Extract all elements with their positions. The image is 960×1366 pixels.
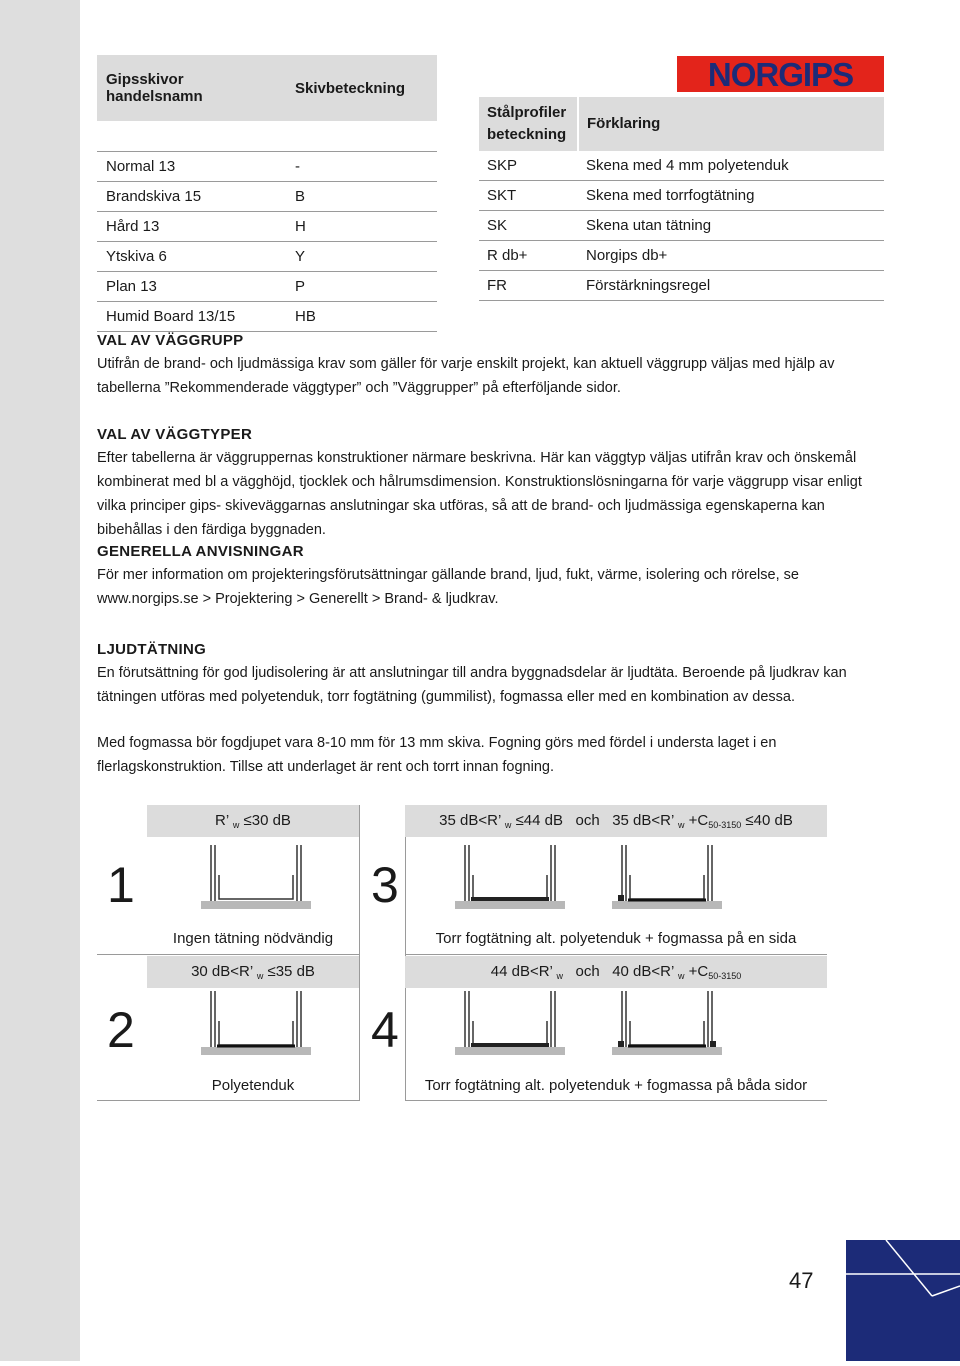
- section-body: För mer information om projekteringsförutsättningar gällande brand, ljud, fukt, värme, isolering och rörelse, se www.norgips.se > Projektering > Generellt > Brand- & ljudkrav.: [97, 567, 799, 607]
- profile-code: SKP: [479, 151, 578, 181]
- wall-section-icon: [612, 845, 722, 915]
- sealing-diagram: [97, 805, 827, 1101]
- profile-header-explanation: Förklaring: [578, 97, 884, 151]
- board-name: Brandskiva 15: [97, 182, 286, 212]
- divider: [405, 805, 406, 1101]
- board-name: Humid Board 13/15: [97, 302, 286, 332]
- board-header-code: Skivbeteckning: [286, 55, 437, 121]
- board-name: Normal 13: [97, 152, 286, 182]
- corner-lines-icon: [846, 1240, 960, 1361]
- requirement-3: 35 dB<R’ $_w$ ≤44 dB och 35 dB<R’ $_w +C_{50-3150} \le 40$ dB: [405, 805, 827, 837]
- table-row: [97, 302, 437, 332]
- section-val-av-vaggrupp: [97, 330, 887, 400]
- caption-2: Polyetenduk: [211, 1077, 295, 1094]
- board-name: Ytskiva 6: [97, 242, 286, 272]
- table-row: [479, 271, 884, 301]
- divider: [97, 954, 359, 955]
- group-number-3: 3: [371, 857, 399, 913]
- page-number: 47: [789, 1268, 814, 1293]
- table-row: [97, 121, 437, 152]
- profile-code: R db+: [479, 241, 578, 271]
- profile-explanation: Förstärkningsregel: [578, 271, 884, 301]
- board-code: H: [286, 212, 437, 242]
- requirement-2: 30 dB<R’ $_w$ ≤35 dB: [147, 956, 359, 988]
- group-number-2: 2: [107, 1002, 135, 1058]
- left-margin-band: [0, 0, 80, 1361]
- table-row: [97, 182, 437, 212]
- profile-explanation: Skena utan tätning: [578, 211, 884, 241]
- wall-section-icon: [201, 991, 311, 1061]
- page-corner-block: [846, 1240, 960, 1361]
- section-body: Utifrån de brand- och ljudmässiga krav som gäller för varje enskilt projekt, kan aktuell väggrupp väljas med hjälp av tabellerna ”Rekommenderade väggtyper” och ”Väggrupper” på efterföljande sidor.: [97, 356, 835, 396]
- profile-code: SK: [479, 211, 578, 241]
- caption-4: Torr fogtätning alt. polyetenduk + fogmassa på båda sidor: [424, 1077, 808, 1094]
- table-row: [97, 152, 437, 182]
- section-heading: VAL AV VÄGGRUPP: [97, 332, 244, 349]
- group-number-1: 1: [107, 857, 135, 913]
- table-row: [479, 241, 884, 271]
- caption-1: Ingen tätning nödvändig: [172, 930, 334, 947]
- board-code: HB: [286, 302, 437, 332]
- wall-section-icon: [455, 845, 565, 915]
- requirement-1: R’ $_w$ ≤30 dB: [147, 805, 359, 837]
- table-row: [479, 181, 884, 211]
- board-header-name: Gipsskivor handelsnamn: [97, 55, 286, 121]
- profile-explanation: Skena med 4 mm polyetenduk: [578, 151, 884, 181]
- table-row: [97, 212, 437, 242]
- divider: [405, 954, 827, 955]
- section-generella-anvisningar: [97, 541, 887, 611]
- table-row: [97, 272, 437, 302]
- section-heading: VAL AV VÄGGTYPER: [97, 426, 253, 443]
- section-heading: GENERELLA ANVISNINGAR: [97, 543, 304, 560]
- norgips-logo: [677, 56, 884, 92]
- board-name: Plan 13: [97, 272, 286, 302]
- wall-section-icon: [201, 845, 311, 915]
- board-code: Y: [286, 242, 437, 272]
- board-code: -: [286, 152, 437, 182]
- divider: [97, 1100, 359, 1101]
- profile-code: FR: [479, 271, 578, 301]
- board-name: Hård 13: [97, 212, 286, 242]
- divider: [359, 805, 360, 1101]
- section-body: Med fogmassa bör fogdjupet vara 8-10 mm för 13 mm skiva. Fogning görs med fördel i understa laget i en flerlagskonstruktion. Tillse att underlaget är rent och torrt innan fogning.: [97, 735, 777, 775]
- wall-section-icon: [455, 991, 565, 1061]
- board-code: B: [286, 182, 437, 212]
- section-ljudtatning: [97, 639, 887, 779]
- caption-3: Torr fogtätning alt. polyetenduk + fogmassa på en sida: [435, 930, 797, 947]
- profile-explanation: Norgips db+: [578, 241, 884, 271]
- requirement-4: 44 dB<R’ $_w$ och 40 dB<R’ $_w +C_{50-3150}$: [405, 956, 827, 988]
- group-number-4: 4: [371, 1002, 399, 1058]
- profile-table: [479, 97, 884, 301]
- profile-header-code: Stålprofiler beteckning: [479, 97, 578, 151]
- svg-text:NORGIPS: NORGIPS: [707, 56, 854, 92]
- board-table: [97, 55, 437, 332]
- section-body: En förutsättning för god ljudisolering är att anslutningar till andra byggnadsdelar är ljudtäta. Beroende på ljudkrav kan tätningen utföras med polyetenduk, torr fogtätning (gummilist), fogmassa eller med en kombination av dessa.: [97, 665, 847, 705]
- section-val-av-vaggtyper: [97, 424, 887, 542]
- section-heading: LJUDTÄTNING: [97, 641, 207, 658]
- board-code: P: [286, 272, 437, 302]
- wall-section-icon: [612, 991, 722, 1061]
- profile-explanation: Skena med torrfogtätning: [578, 181, 884, 211]
- table-row: [479, 211, 884, 241]
- divider: [405, 1100, 827, 1101]
- table-row: [479, 151, 884, 181]
- profile-code: SKT: [479, 181, 578, 211]
- section-body: Efter tabellerna är väggruppernas konstruktioner närmare beskrivna. Här kan väggtyp väljas utifrån krav och önskemål kombinerat med bl a vägghöjd, tjocklek och hålrumsdimension. Konstruktionslösningarna för varje väggrupp visar enligt vilka principer gips- skiveväggarnas anslutningar ska utföras, så att de brand- och ljudmässiga egenskaperna kan bibehållas i den färdiga byggnaden.: [97, 450, 862, 538]
- table-row: [97, 242, 437, 272]
